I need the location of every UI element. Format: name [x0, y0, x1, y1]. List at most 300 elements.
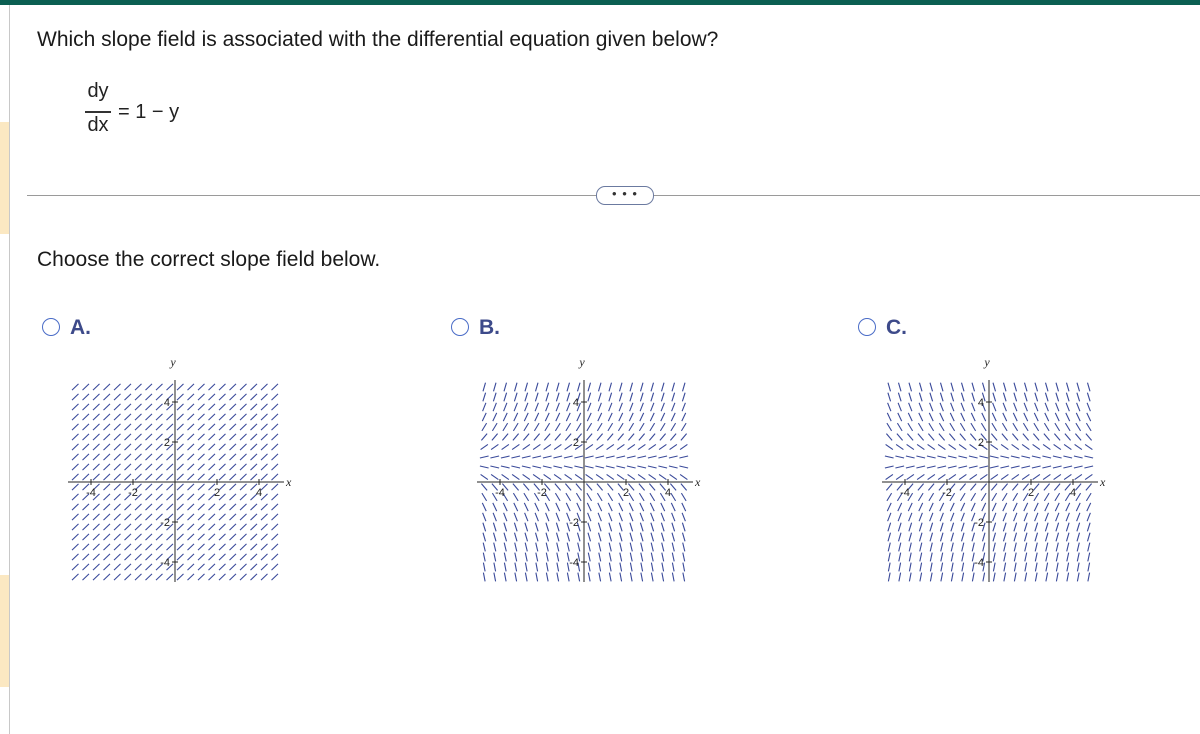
slope-segment [514, 403, 517, 411]
slope-segment [524, 423, 529, 431]
slope-segment [950, 503, 954, 511]
slope-segment [482, 423, 487, 431]
slope-segment [609, 553, 611, 562]
slope-segment [514, 523, 517, 532]
slope-segment [899, 533, 902, 542]
slope-segment [1001, 444, 1008, 449]
slope-segment [219, 404, 226, 410]
slope-segment [1075, 474, 1082, 479]
slope-segment [501, 466, 510, 468]
equation-numerator: dy [87, 80, 109, 102]
slope-segment [1076, 423, 1081, 431]
slope-segment [651, 523, 654, 532]
option-a-radio[interactable] [42, 318, 60, 336]
slope-segment [1087, 513, 1090, 521]
option-c-label: C. [886, 316, 907, 339]
slope-segment [898, 393, 901, 402]
slope-segment [72, 534, 79, 540]
slope-segment [1053, 466, 1062, 468]
slope-segment [219, 394, 226, 400]
slope-segment [167, 424, 174, 430]
slope-segment [272, 384, 279, 390]
slope-segment [682, 403, 685, 411]
slope-segment [1064, 474, 1071, 479]
slope-segment [104, 384, 111, 390]
slope-segment [1046, 543, 1048, 552]
slope-segment [114, 554, 121, 560]
slope-segment [681, 423, 686, 431]
slope-segment [135, 424, 142, 430]
slope-segment [503, 413, 507, 421]
slope-segment [971, 413, 975, 421]
slope-segment [483, 383, 486, 392]
slope-segment [630, 383, 633, 392]
slope-segment [951, 543, 953, 552]
slope-segment [917, 474, 924, 479]
slope-segment [1067, 543, 1069, 552]
slope-segment [72, 574, 79, 580]
slope-segment [536, 543, 538, 552]
slope-segment [104, 474, 111, 480]
slope-segment [272, 414, 279, 420]
slope-segment [1025, 573, 1027, 582]
slope-segment [514, 393, 517, 402]
slope-segment [574, 456, 583, 458]
slope-segment [929, 413, 933, 421]
slope-segment [1013, 413, 1017, 421]
slope-segment [535, 403, 538, 411]
slope-segment [1054, 474, 1061, 479]
slope-segment [188, 484, 195, 490]
slope-segment [272, 514, 279, 520]
slope-segment [951, 563, 953, 572]
slope-segment [125, 544, 132, 550]
slope-segment [1056, 573, 1058, 582]
slope-segment [261, 444, 268, 450]
slope-segment [1067, 383, 1070, 392]
slope-segment [167, 414, 174, 420]
slope-segment [535, 393, 538, 402]
slope-segment [617, 474, 624, 479]
slope-segment [219, 464, 226, 470]
slope-segment [1077, 383, 1080, 392]
slope-segment [230, 394, 237, 400]
slope-segment [188, 564, 195, 570]
slope-segment [628, 444, 635, 449]
slope-segment [272, 464, 279, 470]
slope-segment [72, 444, 79, 450]
slope-segment [261, 464, 268, 470]
slope-segment [114, 424, 121, 430]
slope-segment [483, 553, 485, 562]
slope-segment [504, 553, 506, 562]
slope-segment [588, 383, 591, 392]
slope-segment [167, 474, 174, 480]
slope-segment [188, 464, 195, 470]
slope-segment [219, 524, 226, 530]
slope-segment [909, 573, 911, 582]
slope-segment [125, 564, 132, 570]
slope-segment [114, 564, 121, 570]
slope-segment [1032, 466, 1041, 468]
slope-segment [886, 474, 893, 479]
slope-segment [93, 424, 100, 430]
slope-segment [980, 474, 987, 479]
option-a[interactable] [42, 316, 122, 344]
slope-segment [962, 563, 964, 572]
slope-segment [240, 554, 247, 560]
x-tick-label: -2 [537, 487, 547, 499]
slope-segment [1022, 444, 1029, 449]
slope-segment [564, 456, 573, 458]
slope-segment [619, 523, 622, 532]
slope-segment [958, 456, 967, 458]
slope-segment [188, 394, 195, 400]
equation-rhs: = 1 − y [118, 101, 180, 123]
slope-segment [885, 456, 894, 458]
slope-segment [586, 434, 592, 441]
slope-segment [630, 403, 633, 411]
slope-segment [546, 513, 549, 521]
slope-segment [1055, 413, 1059, 421]
slope-segment [209, 574, 216, 580]
slope-segment [1077, 573, 1079, 582]
slope-segment [1054, 434, 1060, 441]
slope-segment [219, 574, 226, 580]
slope-segment [209, 404, 216, 410]
option-b-radio[interactable] [451, 318, 469, 336]
slope-segment [920, 573, 922, 582]
slope-segment [219, 414, 226, 420]
slope-segment [483, 573, 485, 582]
slope-segment [672, 513, 675, 521]
slope-segment [637, 466, 646, 468]
y-axis-label: y [579, 355, 585, 369]
slope-segment [219, 384, 226, 390]
slope-segment [588, 393, 591, 402]
slope-segment [993, 383, 996, 392]
slope-segment [681, 484, 687, 491]
slope-segment [494, 533, 497, 542]
slope-segment [1002, 434, 1008, 441]
slope-segment [598, 513, 601, 521]
slope-segment [240, 434, 247, 440]
slope-segment [939, 434, 945, 441]
slope-segment [650, 423, 655, 431]
slope-segment [72, 414, 79, 420]
slope-segment [906, 456, 915, 458]
slope-segment [230, 534, 237, 540]
slope-segment [156, 404, 163, 410]
slope-segment [483, 523, 486, 532]
slope-segment [156, 474, 163, 480]
slope-segment [991, 484, 997, 491]
slope-segment [618, 434, 624, 441]
slope-segment [536, 383, 539, 392]
slope-segment [629, 503, 633, 511]
slope-field-svg [876, 352, 1106, 582]
slope-segment [909, 383, 912, 392]
slope-segment [641, 553, 643, 562]
slope-segment [627, 466, 636, 468]
slope-segment [578, 573, 580, 582]
slope-segment [1004, 563, 1006, 572]
slope-segment [1004, 573, 1006, 582]
slope-segment [672, 383, 675, 392]
slope-segment [156, 394, 163, 400]
slope-segment [567, 573, 569, 582]
slope-segment [104, 424, 111, 430]
slope-segment [649, 444, 656, 449]
slope-segment [230, 414, 237, 420]
slope-segment [1004, 383, 1007, 392]
slope-segment [607, 434, 613, 441]
slope-segment [919, 393, 922, 402]
slope-segment [619, 503, 623, 511]
option-a-label: A. [70, 316, 91, 339]
slope-segment [251, 394, 258, 400]
slope-segment [938, 474, 945, 479]
slope-segment [546, 523, 549, 532]
slope-segment [230, 434, 237, 440]
slope-segment [1088, 573, 1090, 582]
slope-segment [1063, 466, 1072, 468]
slope-segment [662, 553, 664, 562]
slope-segment [1002, 423, 1007, 431]
slope-segment [662, 543, 664, 552]
slope-segment [1024, 393, 1027, 402]
slope-segment [104, 534, 111, 540]
slope-field-b [471, 352, 701, 582]
slope-segment [494, 563, 496, 572]
slope-segment [1077, 533, 1080, 542]
slope-segment [525, 513, 528, 521]
slope-segment [649, 434, 655, 441]
slope-segment [515, 553, 517, 562]
slope-segment [628, 434, 634, 441]
option-c-radio[interactable] [858, 318, 876, 336]
slope-segment [555, 484, 561, 491]
slope-segment [272, 444, 279, 450]
slope-segment [606, 466, 615, 468]
slope-segment [1003, 403, 1006, 411]
slope-segment [146, 384, 153, 390]
slope-segment [983, 573, 985, 582]
slope-segment [504, 393, 507, 402]
slope-segment [928, 444, 935, 449]
slope-segment [888, 403, 891, 411]
slope-segment [682, 513, 685, 521]
slope-segment [167, 464, 174, 470]
slope-segment [512, 444, 519, 449]
slope-segment [1011, 466, 1020, 468]
slope-field-c [876, 352, 1106, 582]
slope-segment [930, 573, 932, 582]
slope-segment [991, 474, 998, 479]
slope-segment [504, 513, 507, 521]
slope-segment [198, 574, 205, 580]
slope-segment [596, 474, 603, 479]
slope-segment [962, 573, 964, 582]
slope-segment [1056, 393, 1059, 402]
slope-segment [565, 444, 572, 449]
slope-segment [114, 394, 121, 400]
slope-segment [272, 494, 279, 500]
slope-segment [72, 494, 79, 500]
slope-segment [918, 434, 924, 441]
slope-segment [1002, 484, 1008, 491]
slope-segment [1034, 493, 1039, 501]
slope-segment [608, 423, 613, 431]
slope-segment [588, 533, 591, 542]
option-c[interactable] [858, 316, 938, 344]
slope-segment [990, 466, 999, 468]
slope-segment [1063, 456, 1072, 458]
slope-segment [135, 464, 142, 470]
slope-segment [230, 464, 237, 470]
option-b[interactable] [451, 316, 531, 344]
slope-segment [1088, 563, 1090, 572]
slope-segment [125, 444, 132, 450]
slope-segment [261, 474, 268, 480]
slope-segment [609, 403, 612, 411]
slope-segment [598, 503, 602, 511]
slope-segment [272, 564, 279, 570]
slope-segment [1076, 493, 1081, 501]
slope-segment [588, 513, 591, 521]
slope-segment [670, 434, 676, 441]
slope-segment [669, 456, 678, 458]
slope-segment [513, 434, 519, 441]
slope-segment [167, 384, 174, 390]
slope-segment [72, 384, 79, 390]
slope-segment [198, 414, 205, 420]
y-tick-label: 4 [977, 397, 984, 409]
slope-segment [1014, 563, 1016, 572]
slope-segment [607, 444, 614, 449]
slope-segment [640, 403, 643, 411]
slope-segment [1022, 474, 1029, 479]
slope-segment [961, 393, 964, 402]
slope-segment [513, 423, 518, 431]
slope-segment [930, 383, 933, 392]
slope-segment [251, 514, 258, 520]
slope-segment [240, 514, 247, 520]
slope-segment [177, 444, 184, 450]
slope-segment [251, 424, 258, 430]
slope-segment [114, 384, 121, 390]
x-tick-label: 2 [213, 487, 221, 499]
slope-segment [672, 533, 675, 542]
expand-more-button[interactable]: • • • [596, 186, 654, 205]
slope-segment [897, 423, 902, 431]
slope-segment [93, 464, 100, 470]
slope-segment [135, 534, 142, 540]
slope-segment [261, 524, 268, 530]
slope-segment [83, 564, 90, 570]
slope-segment [146, 434, 153, 440]
slope-segment [198, 474, 205, 480]
slope-segment [536, 563, 538, 572]
slope-segment [114, 444, 121, 450]
slope-segment [504, 573, 506, 582]
slope-segment [177, 514, 184, 520]
slope-segment [567, 403, 570, 411]
slope-segment [1066, 513, 1069, 521]
slope-segment [888, 393, 891, 402]
slope-segment [920, 533, 923, 542]
slope-segment [609, 573, 611, 582]
slope-segment [483, 393, 486, 402]
slope-segment [961, 503, 965, 511]
slope-segment [251, 554, 258, 560]
slope-segment [188, 414, 195, 420]
slope-segment [240, 544, 247, 550]
slope-segment [578, 383, 581, 392]
slope-segment [536, 533, 539, 542]
slope-segment [261, 404, 268, 410]
x-tick-label: 4 [664, 487, 672, 499]
slope-segment [1088, 533, 1091, 542]
slope-segment [513, 484, 519, 491]
slope-segment [198, 404, 205, 410]
slope-segment [125, 524, 132, 530]
slope-segment [114, 434, 121, 440]
slope-segment [1035, 543, 1037, 552]
slope-segment [1003, 513, 1006, 521]
slope-segment [556, 393, 559, 402]
slope-segment [72, 514, 79, 520]
slope-segment [146, 484, 153, 490]
slope-segment [962, 533, 965, 542]
slope-segment [886, 484, 892, 491]
slope-segment [104, 564, 111, 570]
slope-segment [630, 543, 632, 552]
slope-segment [1013, 493, 1018, 501]
slope-segment [209, 424, 216, 430]
slope-segment [198, 384, 205, 390]
slope-segment [587, 423, 592, 431]
slope-segment [1024, 513, 1027, 521]
slope-segment [272, 574, 279, 580]
slope-segment [648, 466, 657, 468]
slope-segment [114, 514, 121, 520]
slope-segment [620, 383, 623, 392]
slope-segment [544, 474, 551, 479]
slope-segment [502, 434, 508, 441]
slope-segment [1086, 423, 1091, 431]
slope-segment [546, 393, 549, 402]
slope-segment [993, 543, 995, 552]
slope-segment [672, 403, 675, 411]
slope-segment [888, 533, 891, 542]
slope-segment [1084, 466, 1093, 468]
slope-segment [670, 484, 676, 491]
slope-segment [1023, 423, 1028, 431]
slope-segment [928, 434, 934, 441]
slope-segment [535, 503, 539, 511]
slope-segment [251, 464, 258, 470]
slope-segment [188, 514, 195, 520]
slope-segment [532, 466, 541, 468]
slope-segment [1004, 533, 1007, 542]
slope-segment [93, 404, 100, 410]
slope-segment [72, 544, 79, 550]
left-rule [9, 5, 10, 734]
slope-segment [230, 574, 237, 580]
slope-segment [649, 484, 655, 491]
slope-segment [230, 424, 237, 430]
